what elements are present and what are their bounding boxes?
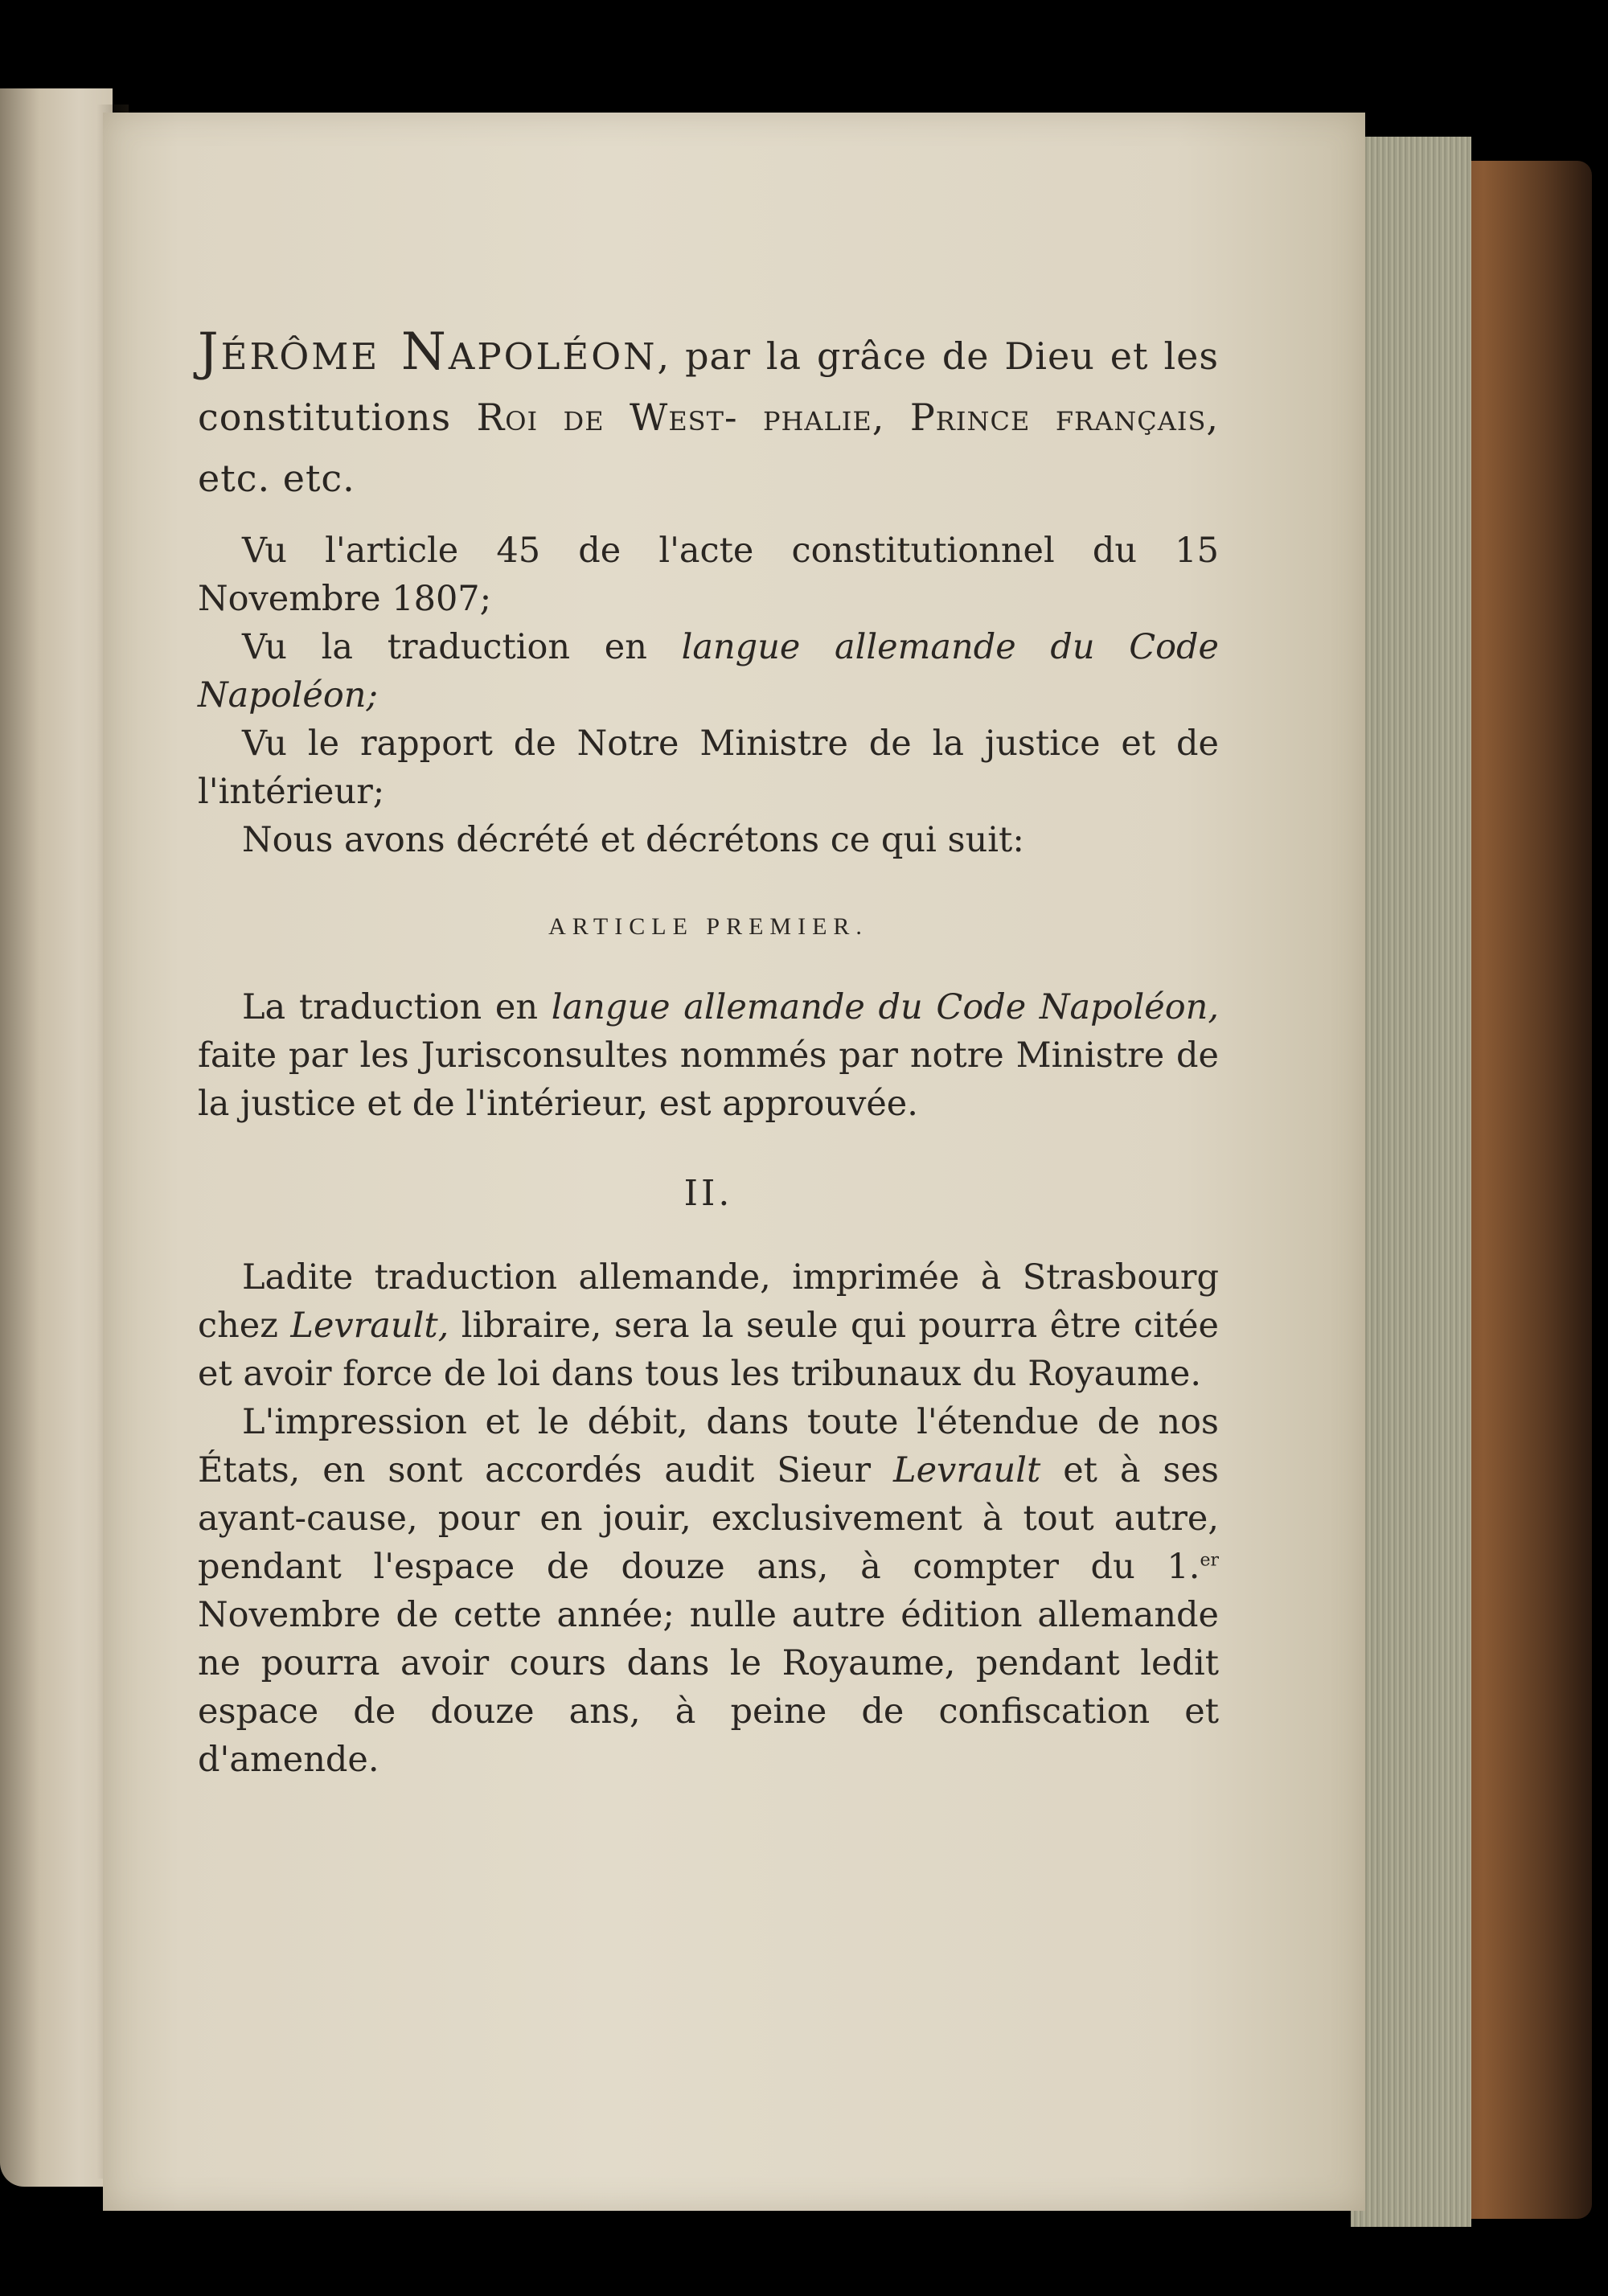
article-2-p2-sup: er <box>1200 1550 1219 1571</box>
page-text <box>198 322 1219 1784</box>
book-page <box>103 113 1365 2211</box>
article-2-paragraph-1 <box>198 1253 1219 1398</box>
preamble-rapport: Vu le rapport de Notre Ministre de la justice et de l'intérieur; <box>198 724 1219 812</box>
article-premier-text <box>198 983 1219 1128</box>
preamble-decree: Nous avons décrété et décrétons ce qui suit: <box>242 820 1024 860</box>
title-comma-phrase: , par la grâce <box>657 334 927 378</box>
article-2-heading: II. <box>683 1173 733 1214</box>
preamble-translation-text: Vu la traduction en <box>242 627 682 667</box>
article-2-p1-italic: Levrault, <box>290 1306 449 1346</box>
article-2-p2-mid: et à ses ayant-cause, pour en jouir, exclusivement à tout autre, pendant l'espace de douze ans, à compter du 1. <box>198 1450 1219 1587</box>
left-page-edge <box>0 88 113 2187</box>
page-edges <box>1351 137 1471 2227</box>
article-2-p1-after: libraire, sera la seule qui pourra être citée et avoir force de loi dans tous les tribunaux du Royaume. <box>198 1306 1220 1394</box>
article-2-p1-before: Ladite traduction allemande, imprimée à Strasbourg chez <box>198 1257 1219 1346</box>
decree-title <box>198 322 1219 509</box>
title-line3-start: phalie <box>762 396 872 439</box>
title-line2-start: de Dieu et les constitutions <box>198 334 1220 439</box>
article-2-p2-italic: Levrault <box>893 1450 1041 1490</box>
title-line3-end: , etc. etc. <box>198 396 1220 500</box>
preamble-translation <box>198 623 1219 720</box>
article-premier-heading: ARTICLE PREMIER. <box>548 913 868 940</box>
article-1-italic: langue allemande du Code Napoléon, <box>551 987 1219 1027</box>
article-2-p2-after: Novembre de cette année; nulle autre édition allemande ne pourra avoir cours dans le Royaume, pendant ledit espace de douze ans, à peine de confiscation et d'amende. <box>198 1595 1219 1780</box>
article-1-text-before: La traduction en <box>242 987 552 1027</box>
preamble-article-45: Vu l'article 45 de l'acte constitutionnel du 15 Novembre 1807; <box>198 531 1219 619</box>
article-1-text-after: faite par les Jurisconsultes nommés par notre Ministre de la justice et de l'intérieur, est approuvée. <box>198 1035 1219 1124</box>
title-name: Jérôme Napoléon <box>198 322 658 382</box>
article-2-p2-before: L'impression et le débit, dans toute l'étendue de nos États, en sont accordés audit Sieur <box>198 1402 1219 1490</box>
article-2-paragraph-2 <box>198 1398 1219 1784</box>
title-prince: , Prince français <box>872 396 1207 439</box>
preamble-translation-italic: langue allemande du Code Napoléon; <box>198 627 1219 715</box>
title-roi: Roi de West- <box>476 396 738 439</box>
